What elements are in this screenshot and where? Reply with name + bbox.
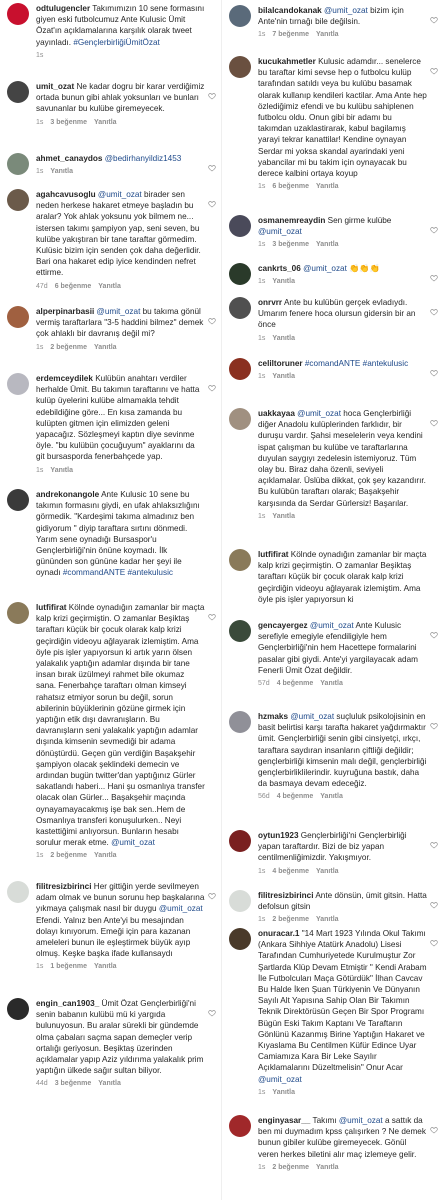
avatar[interactable] — [7, 189, 29, 211]
comment-text: 👏👏👏 — [346, 264, 380, 273]
avatar[interactable] — [229, 928, 251, 950]
username-link[interactable]: lutfifirat — [36, 603, 67, 612]
comment-text: Her gittiğin yerde sevilmeyen adam olmak ve bunun sorunu hep başkalarına yıkmaya çalışmak nasıl bir duygu — [36, 882, 205, 914]
avatar[interactable] — [229, 56, 251, 78]
comment-text: "14 Mart 1923 Yılında Okul Takımı (Ankara Sihhiye Atatürk Anadolu) Lisesi Tarafından Cumhuriyetede Kurulmuştur Zor Şartlarda Klüp Devam Etmiştir " Kendi Arabam İle Futbolcuları Maça Götürdük" İlhan Cavcav Bu Halde İken Şuan Türkiyenin Ve Dünyanın Sayılı Alt Yapısına Sahip Olan Bir Takımın Teknik Direktörüsün Geçen Bir Spor Programı Bügün Eski Takım Kaptanı Ve Taraftarın Gönlünü Kazanmış Birine Yaptığın Hakaret ve Kıyaslama Bu Centilmen Küfür Edince Uyar Camiamıza Kara Bir Leke Sayılır Açıklamalarını Düzeltmelisin" Onur Acar — [258, 929, 427, 1073]
reply-button[interactable]: Yanıtla — [315, 867, 339, 875]
avatar[interactable] — [229, 830, 251, 852]
username-link[interactable]: oytun1923 — [258, 831, 299, 840]
likes-count[interactable]: 3 beğenme — [50, 118, 87, 126]
comment-text: hoca Gençlerbirliği diğer Anadolu kulüplerinden farklıdır, bir duruşu vardır. Şahsi meselelerin veya kendini ispat çalışman bu kulübe ve taraftarlarına duyulan saygıyı zedelesin istemiyoruz. Tüm olay bu. Biraz daha özenli, seviyeli açıklamalar. Üslüba dikkat, çok şey kazandırır. Bu kulübün taraftarı olarak; Başakşehir karşısında da Serdar Gürlersiz! Başarılar. — [258, 409, 426, 508]
mention-link[interactable]: @umit_ozat — [303, 264, 347, 273]
comment-meta — [258, 1163, 427, 1172]
username-link[interactable]: uakkayaa — [258, 409, 295, 418]
mention-link[interactable]: @umit_ozat — [158, 904, 203, 914]
comment-body — [36, 153, 205, 176]
comment-text: Ante bu kulübün gerçek evladıydı. Umarım fenere hoca olursun gidersin bir an önce — [258, 298, 416, 330]
timestamp: 1s — [258, 867, 266, 875]
comment-text: Takımımızın 10 sene formasını giyen eski futbolcumuz Ante Kulusic Ümit Özat'ın açıklamalarına karşılık olarak tweet yayınladı. — [36, 4, 205, 47]
reply-button[interactable]: Yanıtla — [272, 278, 295, 286]
reply-button[interactable]: Yanıtla — [315, 31, 339, 39]
username-link[interactable]: erdemceydilek — [36, 374, 93, 383]
avatar[interactable] — [229, 297, 251, 319]
username-link[interactable]: enginyasar__ — [258, 1116, 311, 1125]
comment-body — [36, 81, 205, 127]
like-heart-icon[interactable] — [430, 896, 438, 904]
reply-button[interactable]: Yanıtla — [98, 282, 121, 290]
timestamp: 57d — [258, 680, 270, 688]
comment-body — [258, 408, 427, 521]
comment-body — [258, 928, 427, 1097]
username-link[interactable]: onuracar.1 — [258, 929, 300, 938]
avatar[interactable] — [7, 881, 29, 903]
comment-body — [36, 489, 205, 579]
mention-link[interactable]: @umit_ozat — [290, 712, 335, 721]
timestamp: 1s — [36, 963, 44, 971]
avatar[interactable] — [7, 998, 29, 1020]
comment-body — [258, 56, 427, 191]
mention-link[interactable]: @bedirhanyildiz1453 — [104, 154, 182, 163]
username-link[interactable]: agahcavusoglu — [36, 190, 96, 199]
like-heart-icon[interactable] — [430, 836, 438, 844]
reply-button[interactable]: Yanıtla — [320, 793, 343, 801]
likes-count[interactable]: 2 beğenme — [50, 343, 87, 351]
likes-count[interactable]: 3 beğenme — [272, 241, 309, 249]
username-link[interactable]: alperpinarbasii — [36, 307, 95, 316]
like-heart-icon[interactable] — [430, 1121, 438, 1129]
comment-text: Kulübün anahtarı verdiler herhalde Ümit. Bu takımın taraftarını ve hatta kulüp üyelerini kulübe almamakla tehdit edebildiğine göre... En kısa zamanda bu kulüpten gitmen için elimizden geleni yapacağız. Sözleşmeyi kaptın diye sevinme öyle. "bu kulübün çocuğuyum" ayaklarını da git bursasporda fenerbahçede yap. — [36, 374, 200, 462]
username-link[interactable]: engin_can1903_ — [36, 999, 100, 1008]
avatar[interactable] — [7, 3, 29, 25]
comment-text: Ümit Özat Gençlerbirliği'ni senin babanın kulübü mü ki yargıda bulunuyosun. Bu aralar sürekli bir gündemde olma çabaları saçma sapan demeçler verip ortalığı geriyosun. Beşiktaş üzerinden açıklamalar yapıp Aziz yıldırıma yalakalık prim yaptığın ülkede sağır sultan biliyor. — [36, 999, 204, 1076]
comment-text: Ante Kulusic 10 sene bu takımın formasını giydi, en ufak ahlaksızlığını görmedik. "Kardeşimi takıma almadınız ben gidiyorum " diyip taraftara sırtını dönmedi. Yarım sene oynadığı Bursaspor'u Gençlerbirliği'nin önüne koymadı. İlk gününden son gününe kadar her şeyi ile oynadı — [36, 490, 200, 578]
timestamp: 1s — [36, 343, 44, 351]
avatar[interactable] — [229, 1115, 251, 1137]
mention-link[interactable]: @umit_ozat — [111, 838, 155, 848]
comment-meta — [36, 343, 205, 352]
like-heart-icon[interactable] — [430, 269, 438, 277]
reply-button[interactable]: Yanıtla — [315, 916, 339, 924]
timestamp: 47d — [36, 282, 48, 290]
avatar[interactable] — [229, 263, 251, 285]
comment-body — [36, 189, 205, 291]
likes-count[interactable]: 4 beğenme — [272, 867, 309, 875]
comment-body — [36, 373, 205, 475]
reply-button[interactable]: Yanıtla — [50, 168, 73, 176]
username-link[interactable]: ahmet_canaydos — [36, 154, 103, 163]
avatar[interactable] — [7, 373, 29, 395]
reply-button[interactable]: Yanıtla — [50, 466, 73, 474]
timestamp: 1s — [36, 118, 44, 126]
comment-body — [258, 215, 427, 249]
timestamp: 1s — [36, 51, 44, 59]
reply-button[interactable]: Yanıtla — [98, 1080, 121, 1088]
comment-meta — [36, 962, 205, 971]
likes-count[interactable]: 6 beğenme — [54, 282, 92, 290]
comment-meta — [36, 851, 205, 860]
comment-body — [258, 358, 427, 381]
comment-text: Ante Kulusic serefiyle emegiyle efendiligiyle hem Gençlerbirliği'nin hem Hacettepe formalarini pasalar gibi giydi. Ante'yi yargilayacak adam Fenerli Ümit Özat değildir. — [258, 621, 418, 675]
comment-text: birader sen neden herkese hakaret etmeye başladın bu aralar? Yok ahlak yoksunu yok bilmem ne... istersen takımı şampiyon yap, seni seven, bu kulübe yakıştıran bir tane taraftar görmedim. Kulüsic bizim için senden çok daha değerlidir. Bari ona hakaret edip iyice kendinden nefret ettirme. — [36, 190, 201, 278]
mention-link[interactable]: @umit_ozat — [96, 307, 141, 316]
avatar[interactable] — [7, 602, 29, 624]
reply-button[interactable]: Yanıtla — [320, 680, 343, 688]
username-link[interactable]: odtulugencler — [36, 4, 91, 13]
comment-text: Efendi. Yalnız ben Ante'yi bu mesajından dolayı kınıyorum. Emeği için para kazanan ameleleri bunun ile eşleştirmek büyük ayıp olmuş. Keşke başka ifade kullansaydı — [36, 915, 191, 959]
like-heart-icon[interactable] — [208, 87, 216, 95]
reply-button[interactable]: Yanıtla — [315, 183, 339, 191]
timestamp: 1s — [258, 373, 266, 381]
comment-meta — [258, 182, 427, 191]
username-link[interactable]: filitresizbirinci — [258, 891, 314, 900]
likes-count[interactable]: 4 beğenme — [276, 793, 314, 801]
avatar[interactable] — [229, 358, 251, 380]
comment-meta — [36, 118, 205, 127]
avatar[interactable] — [7, 489, 29, 511]
reply-button[interactable]: Yanıtla — [272, 334, 295, 342]
like-heart-icon[interactable] — [430, 11, 438, 19]
comment-text: bizim için Ante'nin tırnağı bile değilsin. — [258, 6, 404, 27]
reply-button[interactable]: Yanıtla — [93, 118, 117, 126]
comment-meta — [36, 282, 205, 291]
comment-text: Kölnde oynadığın zamanlar bir maçta kalp krizi geçirmiştin. O zamanlar Beşiktaş taraftarı küçük bir çocuk olarak kalp krizi geçirdiğin videoyu ağlayarak izlemiştim. Ama öyle pis işler yapıyorsun ki artık yarın ölsen yalakalık yaptığın adamlar dışında bir tane insan bırak üzülmeyi rahmet bile okumaz sana. Fenerbahçe taraftarı olman kimseyi rahatsız etmiyor sorun bu değil, sorun abilerinin büyüklerinin gözüne girmek için yaptığın etik dışı davranışların. Bu davranışların seni yalakalık yaptığın adamlar dışında kimsenin sevmediği bir adama dönüştürdü. Geçen gün verdiğin Başakşehir şampiyon olacak şeklindeki demecin ve ardından bugün twitter'dan yaptığınız Gürler sakatlandı haberi... Hani şu osmanlıya transfer olacak olan Gürler... Başakşehir maçında oynayamayacakmış işe bak sen..Hem de Osmanlıya transferi konuşulurken.. Neyi kastettiğimi anlıyorsun. Bunların hesabı sorulur merak etme. — [36, 603, 205, 848]
like-heart-icon[interactable] — [430, 62, 438, 70]
timestamp: 1s — [258, 512, 266, 520]
mention-link[interactable]: @umit_ozat — [297, 409, 341, 418]
comment-body — [36, 3, 205, 60]
like-heart-icon[interactable] — [430, 717, 438, 725]
comment-meta — [258, 372, 427, 381]
reply-button[interactable]: Yanıtla — [315, 1163, 339, 1171]
likes-count[interactable]: 7 beğenme — [272, 31, 309, 39]
username-link[interactable]: onrvrr — [258, 298, 283, 307]
comment-text: bu takıma gönül vermiş taraftarlara "3-5 haddini bilmez" demek çok ahlaklı bir davranış değil mi? — [36, 307, 204, 339]
username-link[interactable]: kucukahmetler — [258, 57, 316, 66]
reply-button[interactable]: Yanıtla — [272, 373, 295, 381]
avatar[interactable] — [229, 890, 251, 912]
comment-body — [258, 263, 427, 286]
comment-meta — [258, 334, 427, 343]
comment-body — [258, 890, 427, 924]
reply-button[interactable]: Yanıtla — [93, 852, 117, 860]
username-link[interactable]: gencayergez — [258, 621, 308, 630]
avatar[interactable] — [229, 711, 251, 733]
comment-body — [258, 1115, 427, 1172]
comment-body — [36, 602, 205, 860]
timestamp: 44d — [36, 1080, 48, 1088]
reply-button[interactable]: Yanıtla — [272, 1088, 295, 1096]
timestamp: 1s — [258, 1088, 266, 1096]
comment-text: Kölnde oynadığın zamanlar bir maçta kalp krizi geçirmiştin. O zamanlar Beşiktaş taraftarı küçük bir çocuk olarak kalp krizi geçirdiğin videoyu ağlayarak izlemiştim. Ama öyle pis işler yapıyorsun ki — [258, 550, 427, 604]
timestamp: 1s — [36, 466, 44, 474]
comment-body — [258, 549, 427, 605]
like-heart-icon[interactable] — [208, 379, 216, 387]
likes-count[interactable]: 4 beğenme — [276, 680, 314, 688]
likes-count[interactable]: 3 beğenme — [54, 1080, 92, 1088]
mention-link[interactable]: @umit_ozat — [338, 1116, 383, 1125]
timestamp: 1s — [258, 1163, 266, 1171]
username-link[interactable]: celiltoruner — [258, 359, 303, 368]
like-heart-icon[interactable] — [430, 414, 438, 422]
comment-body — [258, 830, 427, 876]
username-link[interactable]: bilalcandokanak — [258, 6, 322, 15]
reply-button[interactable]: Yanıtla — [93, 963, 117, 971]
avatar[interactable] — [229, 620, 251, 642]
avatar[interactable] — [7, 153, 29, 175]
like-heart-icon[interactable] — [430, 221, 438, 229]
comment-body — [36, 998, 205, 1088]
hashtag-link[interactable]: #GençlerbirliğiÜmitÖzat — [73, 37, 160, 47]
username-link[interactable]: cankrts_06 — [258, 264, 301, 273]
comment-meta — [258, 240, 427, 249]
comment-meta — [258, 512, 427, 521]
mention-link[interactable]: @umit_ozat — [309, 621, 354, 630]
mention-link[interactable]: @umit_ozat — [258, 1074, 302, 1084]
like-heart-icon[interactable] — [430, 934, 438, 942]
timestamp: 1s — [258, 31, 266, 39]
comment-text: Ne kadar dogru bir karar verdiğimiz ortada bunun gibi ahlak yoksunları ve bunları savunanlar bu kulübe giremeyecek. — [36, 82, 205, 114]
timestamp: 1s — [258, 334, 266, 342]
avatar[interactable] — [229, 549, 251, 571]
like-heart-icon[interactable] — [430, 303, 438, 311]
comment-text: Sen girme kulübe — [327, 216, 392, 225]
right-comment-column — [221, 0, 442, 1200]
avatar[interactable] — [229, 408, 251, 430]
comment-text: Gençlerbirliği'ni Gençlerbirliği yapan taraftardır. Bizi de biz yapan centilmenliğimizdir. Yakışmıyor. — [258, 831, 407, 863]
comment-meta — [258, 1088, 427, 1097]
comment-text: suçluluk psikolojisinin en basit belirtisi karşı tarafta hakaret yağdırmaktır ümit. Gençlerbirliği senin gibi cinsiyetçi, ırkçı, taraftara saydıran insanların çiftliği değildir; gençlerbirliği kimsenin malı değil, gençlerbirliği gençlerbirliklilerindir. kuyruğuna bastık, daha da basmaya devam edeceğiz. — [258, 712, 427, 789]
comment-body — [258, 297, 427, 343]
likes-count[interactable]: 2 beğenme — [50, 852, 87, 860]
comment-text: Takımı — [312, 1116, 339, 1125]
username-link[interactable]: andrekonangole — [36, 490, 100, 499]
timestamp: 1s — [36, 168, 44, 176]
comment-meta — [258, 792, 427, 801]
mention-link[interactable]: @umit_ozat — [324, 6, 368, 15]
comment-body — [258, 620, 427, 688]
comment-body — [258, 5, 427, 39]
timestamp: 1s — [36, 852, 44, 860]
hashtag-link[interactable]: #commandANTE #antekulusic — [62, 568, 173, 578]
username-link[interactable]: umit_ozat — [36, 82, 75, 91]
like-heart-icon[interactable] — [208, 1004, 216, 1012]
comment-meta — [258, 277, 427, 286]
username-link[interactable]: hzmaks — [258, 712, 289, 721]
like-heart-icon[interactable] — [208, 608, 216, 616]
comment-text: Ante dönsün, ümit gitsin. Hatta defolsun gitsin — [258, 891, 427, 912]
comment-meta — [258, 679, 427, 688]
comment-meta — [36, 167, 205, 176]
reply-button[interactable]: Yanıtla — [93, 343, 117, 351]
comment-meta — [258, 915, 427, 924]
timestamp: 1s — [258, 916, 266, 924]
comment-meta — [258, 867, 427, 876]
timestamp: 56d — [258, 793, 270, 801]
avatar[interactable] — [7, 81, 29, 103]
comment-meta — [36, 466, 205, 475]
timestamp: 1s — [258, 278, 266, 286]
username-link[interactable]: osmanemreaydin — [258, 216, 326, 225]
like-heart-icon[interactable] — [208, 887, 216, 895]
comment-body — [36, 306, 205, 352]
like-heart-icon[interactable] — [208, 312, 216, 320]
like-heart-icon[interactable] — [430, 364, 438, 372]
like-heart-icon[interactable] — [208, 159, 216, 167]
comment-meta — [36, 1079, 205, 1088]
timestamp: 1s — [258, 241, 266, 249]
timestamp: 1s — [258, 183, 266, 191]
comment-text: a sattık da ben mi duymadım kpss çalışırken ? Ne demek bunun gibiler kulübe giremeyecek. Gönül veren herkes biletini alır maç izlemeye gelir. — [258, 1116, 426, 1159]
username-link[interactable]: filitresizbirinci — [36, 882, 92, 891]
likes-count[interactable]: 1 beğenme — [50, 963, 87, 971]
avatar[interactable] — [229, 5, 251, 27]
avatar[interactable] — [7, 306, 29, 328]
reply-button[interactable]: Yanıtla — [272, 512, 295, 520]
likes-count[interactable]: 2 beğenme — [272, 1163, 309, 1171]
avatar[interactable] — [229, 215, 251, 237]
like-heart-icon[interactable] — [208, 195, 216, 203]
comment-meta — [36, 51, 205, 60]
likes-count[interactable]: 2 beğenme — [272, 916, 309, 924]
comment-text: Kulusic adamdır... senelerce bu taraftar kimi sevse hep o futbolcu kulüp tarafından satıldı veya bu kulübu basamak olarak kullanıp kendileri kactilar. Ama Ante hep özlediğimiz efendi ve bu kulübu sahiplenen futbolcu oldu. Onun gibi bir adamı bu takımdan uzaklastirarak, kabul bagilamış yarayi tekrar kanattilar! Kendine oynayan Serdar mi yoksa skandal ayarindaki yeni yabancilar mi bu takim için oynayacak bu derece kalbini ortaya koyup — [258, 57, 427, 179]
comment-body — [258, 711, 427, 801]
like-heart-icon[interactable] — [430, 626, 438, 634]
comment-body — [36, 881, 205, 971]
comment-meta — [258, 30, 427, 39]
hashtag-link[interactable]: #comandANTE #antekulusic — [304, 359, 409, 368]
reply-button[interactable]: Yanıtla — [315, 241, 339, 249]
mention-link[interactable]: @umit_ozat — [97, 190, 142, 199]
likes-count[interactable]: 6 beğenme — [272, 183, 309, 191]
username-link[interactable]: lutfifirat — [258, 550, 289, 559]
mention-link[interactable]: @umit_ozat — [258, 227, 302, 237]
